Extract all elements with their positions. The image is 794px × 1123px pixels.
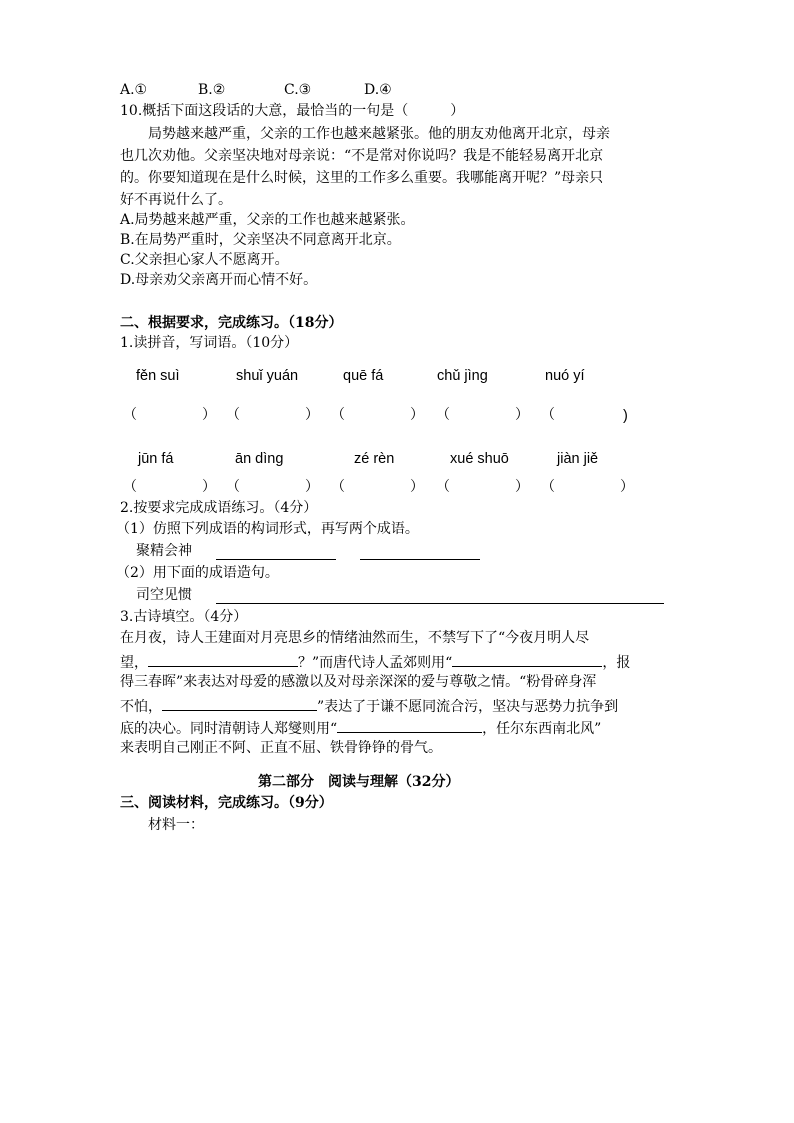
paren-open: （ xyxy=(123,479,137,495)
poem-blank-1[interactable] xyxy=(148,650,298,667)
q10-option-c[interactable]: C.父亲担心家人不愿离开。 xyxy=(120,252,289,268)
q9-option-b[interactable]: B.② xyxy=(198,82,226,98)
q10-stem: 10.概括下面这段话的大意，最恰当的一句是（ ） xyxy=(120,103,465,119)
paren-close: ） xyxy=(202,479,216,495)
pinyin-4: chǔ jìng xyxy=(437,368,488,384)
paren-open: （ xyxy=(436,407,450,423)
q9-option-d[interactable]: D.④ xyxy=(364,82,392,98)
part-2-title: 第二部分 阅读与理解（32分） xyxy=(258,774,460,790)
answer-box-2[interactable] xyxy=(243,405,303,425)
paren-open: （ xyxy=(331,407,345,423)
idiom-example-1: 聚精会神 xyxy=(136,543,192,559)
idiom-blank-2[interactable] xyxy=(360,543,480,560)
paren-close: ) xyxy=(623,408,628,424)
answer-box-1[interactable] xyxy=(140,405,200,425)
sentence-blank[interactable] xyxy=(216,587,664,604)
paren-open: （ xyxy=(123,407,137,423)
paren-close: ） xyxy=(515,407,529,423)
pinyin-2: shuǐ yuán xyxy=(236,368,299,384)
q10-passage-line-1: 局势越来越严重，父亲的工作也越来越紧张。他的朋友劝他离开北京，母亲 xyxy=(148,126,610,142)
q3-line-3: 得三春晖”来表达对母爱的感激以及对母亲深深的爱与尊敬之情。“粉骨碎身浑 xyxy=(120,674,597,690)
q1-title: 1.读拼音，写词语。（10分） xyxy=(120,335,299,351)
paren-open: （ xyxy=(541,407,555,423)
q3-text: ”表达了于谦不愿同流合污，坚决与恶势力抗争到 xyxy=(317,699,619,715)
q3-title: 3.古诗填空。（4分） xyxy=(120,609,248,625)
pinyin-7: ān dìng xyxy=(235,451,284,467)
section-3-title: 三、阅读材料，完成练习。（9分） xyxy=(120,795,333,811)
q3-line-6: 来表明自己刚正不阿、正直不屈、铁骨铮铮的骨气。 xyxy=(120,740,442,756)
paren-close: ） xyxy=(620,479,634,495)
answer-box-3[interactable] xyxy=(348,405,408,425)
section-2-title: 二、根据要求，完成练习。（18分） xyxy=(120,315,343,331)
q10-passage-line-2: 也几次劝他。父亲坚决地对母亲说：“不是常对你说吗？我是不能轻易离开北京 xyxy=(120,148,604,164)
pinyin-3: quē fá xyxy=(343,368,384,384)
paren-close: ） xyxy=(202,407,216,423)
answer-box-9[interactable] xyxy=(453,477,513,497)
q3-text: 望， xyxy=(120,655,148,671)
q10-option-d[interactable]: D.母亲劝父亲离开而心情不好。 xyxy=(120,272,318,288)
answer-box-7[interactable] xyxy=(243,477,303,497)
q3-text: ，任尔东西南北风” xyxy=(482,721,602,737)
poem-blank-4[interactable] xyxy=(337,716,482,733)
idiom-blank-1[interactable] xyxy=(216,543,336,560)
pinyin-5: nuó yí xyxy=(545,368,585,384)
q9-option-c[interactable]: C.③ xyxy=(284,82,312,98)
q3-text: 不怕， xyxy=(120,699,162,715)
q3-line-2 xyxy=(120,650,630,673)
q2-sub2: （2）用下面的成语造句。 xyxy=(116,565,279,581)
paren-close: ） xyxy=(305,479,319,495)
answer-box-10[interactable] xyxy=(558,477,618,497)
q3-line-4 xyxy=(120,694,618,717)
material-1-label: 材料一： xyxy=(148,817,204,833)
pinyin-8: zé rèn xyxy=(354,451,395,467)
paren-open: （ xyxy=(226,479,240,495)
q2-title: 2.按要求完成成语练习。（4分） xyxy=(120,500,318,516)
paren-open: （ xyxy=(436,479,450,495)
q10-passage-line-3: 的。你要知道现在是什么时候，这里的工作多么重要。我哪能离开呢？”母亲只 xyxy=(120,170,604,186)
answer-box-4[interactable] xyxy=(453,405,513,425)
q3-text: ，报 xyxy=(602,655,631,671)
pinyin-6: jūn fá xyxy=(138,451,174,467)
paren-close: ） xyxy=(410,479,424,495)
paren-open: （ xyxy=(226,407,240,423)
answer-box-5[interactable] xyxy=(558,405,618,425)
answer-box-6[interactable] xyxy=(140,477,200,497)
poem-blank-3[interactable] xyxy=(162,694,317,711)
pinyin-10: jiàn jiě xyxy=(557,451,599,467)
pinyin-9: xué shuō xyxy=(450,451,509,467)
pinyin-1: fěn suì xyxy=(136,368,180,384)
poem-blank-2[interactable] xyxy=(452,650,602,667)
q3-text: 底的决心。同时清朝诗人郑燮则用“ xyxy=(120,721,338,737)
paren-close: ） xyxy=(410,407,424,423)
idiom-example-2: 司空见惯 xyxy=(136,587,192,603)
paren-close: ） xyxy=(305,407,319,423)
paren-open: （ xyxy=(541,479,555,495)
q10-option-a[interactable]: A.局势越来越严重，父亲的工作也越来越紧张。 xyxy=(120,212,415,228)
answer-box-8[interactable] xyxy=(348,477,408,497)
q9-option-a[interactable]: A.① xyxy=(120,82,148,98)
q3-line-5 xyxy=(120,716,601,739)
paren-open: （ xyxy=(331,479,345,495)
q3-line-1: 在月夜，诗人王建面对月亮思乡的情绪油然而生，不禁写下了“今夜月明人尽 xyxy=(120,630,590,646)
q2-sub1: （1）仿照下列成语的构词形式，再写两个成语。 xyxy=(116,521,419,537)
q10-option-b[interactable]: B.在局势严重时，父亲坚决不同意离开北京。 xyxy=(120,232,401,248)
q10-passage-line-4: 好不再说什么了。 xyxy=(120,192,232,208)
q3-text: ？”而唐代诗人孟郊则用“ xyxy=(298,655,453,671)
q9-options xyxy=(120,80,392,100)
paren-close: ） xyxy=(515,479,529,495)
